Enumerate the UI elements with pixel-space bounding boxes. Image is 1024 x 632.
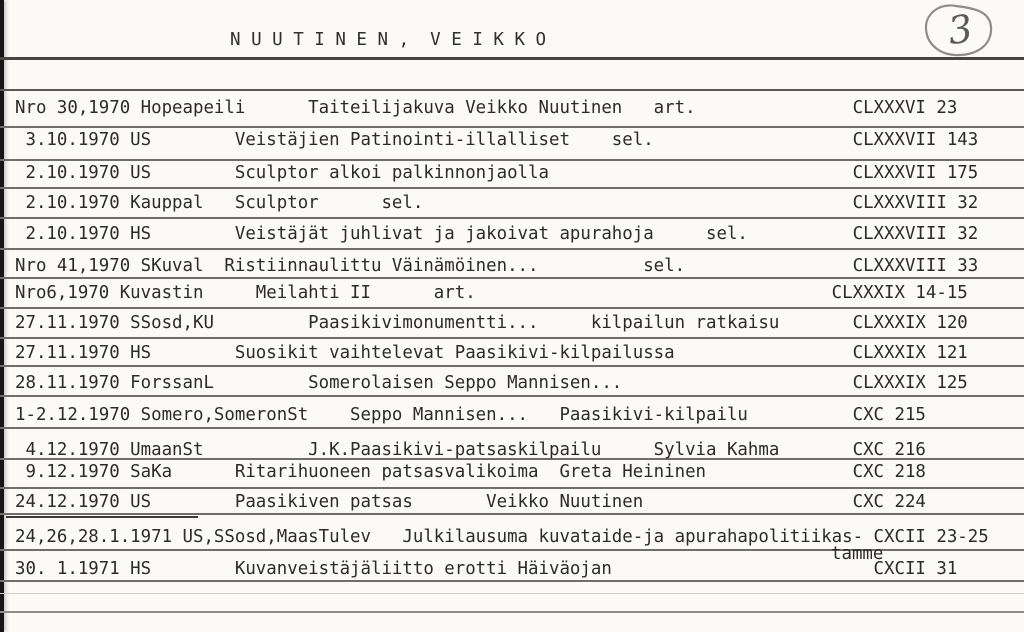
entry-row: 2.10.1970 HS Veistäjät juhlivat ja jakoivat apurahoja sel. CLXXXVIII 32 — [15, 224, 979, 244]
card-rule — [0, 487, 1024, 489]
entry-row: 4.12.1970 UmaanSt J.K.Paasikivi-patsaskilpailu Sylvia Kahma CXC 216 — [15, 440, 926, 460]
card-rule — [0, 187, 1024, 189]
entry-row: Nro 41,1970 SKuval Ristiinnaulittu Väinämöinen... sel. CLXXXVIII 33 — [15, 256, 979, 276]
card-rule — [0, 580, 1024, 582]
entry-row: 30. 1.1971 HS Kuvanveistäjäliitto erotti Häiväojan CXCII 31 — [15, 559, 958, 579]
entry-row: 27.11.1970 HS Suosikit vaihtelevat Paasikivi-kilpailussa CLXXXIX 121 — [15, 343, 968, 363]
entry-row: 1-2.12.1970 Somero,SomeronSt Seppo Mannisen... Paasikivi-kilpailu CXC 215 — [15, 405, 926, 425]
card-rule — [0, 395, 1024, 397]
entry-row: 27.11.1970 SSosd,KU Paasikivimonumentti... kilpailun ratkaisu CLXXXIX 120 — [15, 313, 968, 333]
page-number: 3 — [945, 6, 976, 54]
entry-row: 24,26,28.1.1971 US,SSosd,MaasTulev Julkilausuma kuvataide-ja apurahapolitiikas- CXCII 23-25 — [15, 527, 989, 547]
card-rule — [0, 277, 1024, 279]
card-rule — [0, 248, 1024, 250]
card-rule — [0, 337, 1024, 339]
card-rule — [0, 611, 1024, 613]
card-rule — [0, 217, 1024, 219]
page-title: N U U T I N E N , V E I K K O — [230, 30, 547, 50]
card-rule — [0, 89, 1024, 91]
card-rule — [0, 57, 1024, 60]
underline-mark — [6, 516, 198, 518]
scan-edge — [0, 0, 4, 632]
card-rule — [0, 513, 1024, 515]
entry-row: 9.12.1970 SaKa Ritarihuoneen patsasvalikoima Greta Heininen CXC 218 — [15, 462, 926, 482]
entry-row: 24.12.1970 US Paasikiven patsas Veikko Nuutinen CXC 224 — [15, 492, 926, 512]
card-rule — [0, 126, 1024, 128]
entry-row: Nro6,1970 Kuvastin Meilahti II art. CLXXXIX 14-15 — [15, 283, 968, 303]
card-rule — [0, 159, 1024, 161]
entry-row: 3.10.1970 US Veistäjien Patinointi-illalliset sel. CLXXXVII 143 — [15, 130, 979, 150]
card-rule — [0, 307, 1024, 309]
page-number-circle — [903, 0, 1015, 64]
entry-row: Nro 30,1970 Hopeapeili Taiteilijakuva Veikko Nuutinen art. CLXXXVI 23 — [15, 98, 958, 118]
entry-row: 28.11.1970 ForssanL Somerolaisen Seppo Mannisen... CLXXXIX 125 — [15, 373, 968, 393]
card-rule — [0, 427, 1024, 429]
card-rule — [0, 365, 1024, 367]
entry-row: 2.10.1970 US Sculptor alkoi palkinnonjaolla CLXXXVII 175 — [15, 163, 979, 183]
card-rule — [0, 593, 1024, 594]
entry-row: 2.10.1970 Kauppal Sculptor sel. CLXXXVIII 32 — [15, 193, 979, 213]
continuation-word: tamme — [831, 544, 884, 564]
